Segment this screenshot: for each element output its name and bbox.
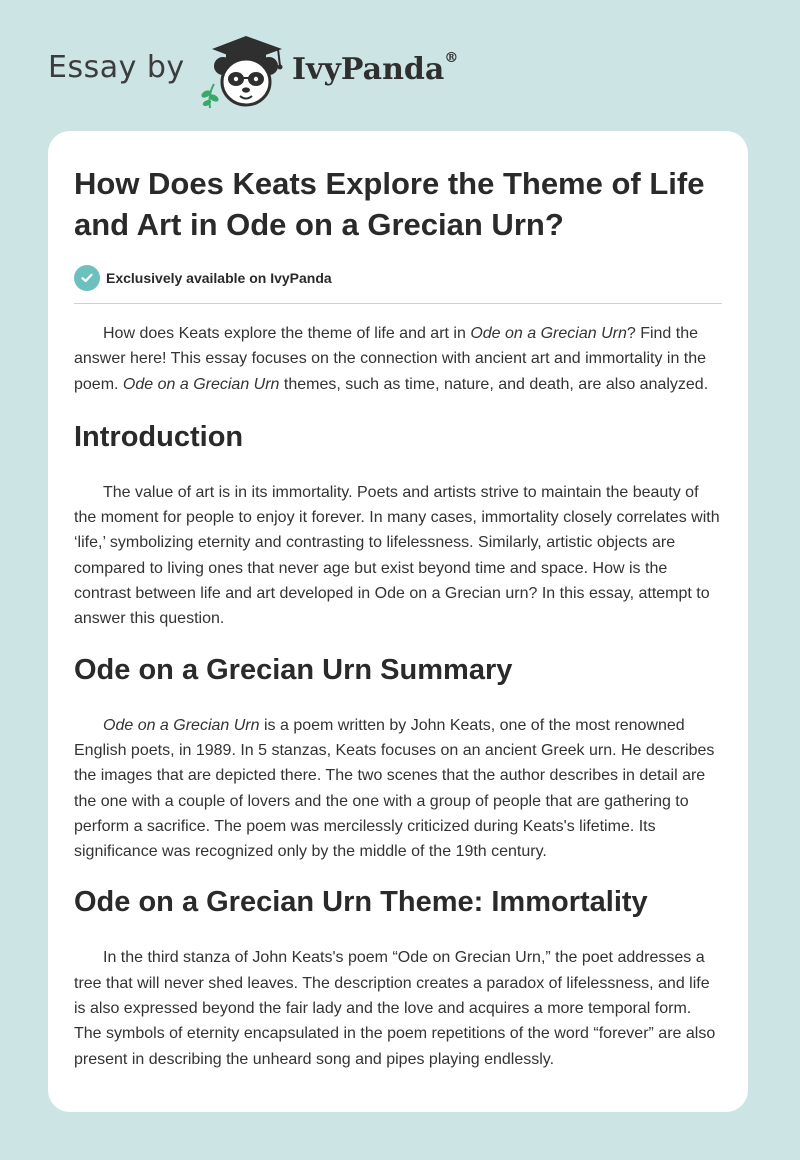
text-run: ? Find the answer here! This essay focuses on the connection with ancient art and immortality in the poem. xyxy=(74,325,707,393)
section-heading-summary: Ode on a Grecian Urn Summary xyxy=(74,653,513,686)
divider xyxy=(74,303,722,304)
brand-name[interactable] xyxy=(292,52,458,87)
check-icon xyxy=(74,265,100,291)
essay-card xyxy=(48,131,748,1112)
poem-title-italic: Ode on a Grecian Urn xyxy=(470,325,627,342)
section-heading-immortality: Ode on a Grecian Urn Theme: Immortality xyxy=(74,886,648,919)
poem-title-italic: Ode on a Grecian Urn xyxy=(103,716,260,734)
text-run: How does Keats explore the theme of life and art in xyxy=(103,325,471,342)
essay-title: How Does Keats Explore the Theme of Life and Art in Ode on a Grecian Urn? xyxy=(74,166,705,242)
section-heading-introduction: Introduction xyxy=(74,420,244,453)
brand-prefix: Essay by xyxy=(48,50,185,85)
poem-title-italic: Ode on a Grecian Urn xyxy=(122,375,280,393)
section-paragraph-summary xyxy=(74,713,722,865)
section-paragraph-introduction xyxy=(74,480,722,632)
exclusive-label: Exclusively available on IvyPanda xyxy=(106,270,332,286)
intro-paragraph xyxy=(74,321,722,397)
text-run: themes, such as time, nature, and death, are also analyzed. xyxy=(279,375,709,393)
panda-graduate-icon[interactable] xyxy=(198,34,294,110)
text-run: The value of art is in its immortality. Poets and artists strive to maintain the beauty of the moment for people to enjoy it forever. In many cases, immortality closely correlates with ‘life,’ symbolizing eternity and contrasting to lifelessness. Similarly, artistic objects are compared to living ones that never age but exist beyond time and space. How is the contrast between life and art developed in Ode on a Grecian urn? In this essay, attempt to answer this question. xyxy=(74,483,720,628)
text-run: In the third stanza of John Keats's poem “Ode on Grecian Urn,” the poet addresses a tree that will never shed leaves. The description creates a paradox of lifelessness, and life is also expressed beyond the fair lady and the love and acquires a more temporal form. The symbols of eternity encapsulated in the poem repetitions of the word “forever” are also present in describing the unheard song and pipes playing endlessly. xyxy=(74,949,716,1068)
site-header xyxy=(0,0,800,130)
section-paragraph-immortality xyxy=(74,945,722,1071)
exclusive-notice xyxy=(74,265,722,291)
text-run: is a poem written by John Keats, one of the most renowned English poets, in 1989. In 5 stanzas, Keats focuses on an ancient Greek urn. He describes the images that are depicted there. The two scenes that the author describes in detail are the one with a couple of lovers and the one with a group of people that are gathering to perform a sacrifice. The poem was mercilessly criticized during Keats's lifetime. Its significance was recognized only by the middle of the 19th century. xyxy=(74,716,715,861)
registered-mark: ® xyxy=(444,50,459,66)
brand-name-text: IvyPanda xyxy=(292,52,445,87)
